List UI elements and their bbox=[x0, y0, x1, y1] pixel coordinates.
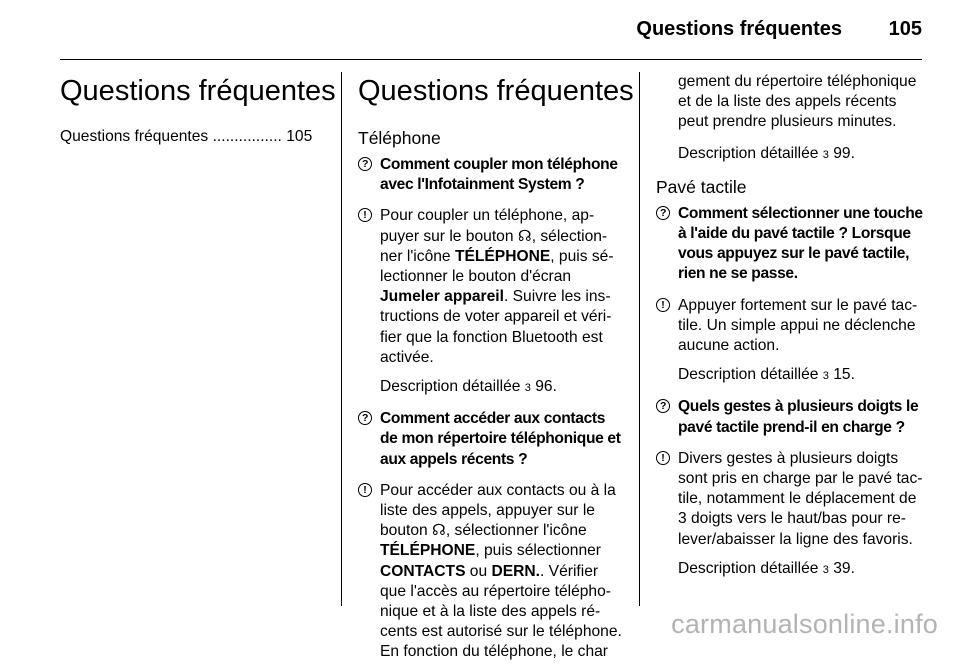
exclamation-icon: ! bbox=[656, 298, 670, 312]
ui-term: Jumeler appareil bbox=[380, 288, 504, 306]
answer-text: ou bbox=[465, 562, 492, 580]
page-number: 105 bbox=[888, 18, 922, 40]
watermark: carmanualsonline.info bbox=[671, 609, 938, 639]
answer-text: , sélectionner l'icône bbox=[380, 227, 608, 265]
question-contacts bbox=[358, 409, 622, 470]
detail-label: Description détaillée bbox=[678, 366, 823, 384]
question-mark-icon: ? bbox=[358, 411, 372, 425]
answer-text: , puis sélectionner bbox=[475, 542, 601, 560]
subsection-touchpad: Pavé tactile bbox=[656, 176, 747, 197]
column-divider-left bbox=[341, 72, 342, 606]
answer-text: . Vérifier que l'accès au répertoire téléphonique et à la liste des appels récents est autorisé sur le téléphone. En fonction du téléphone, le char bbox=[380, 562, 622, 661]
phone-button-icon: ☊ bbox=[432, 522, 446, 540]
answer-pairing bbox=[358, 206, 622, 368]
toc-column bbox=[60, 72, 336, 147]
question-text: Comment coupler mon téléphone avec l'Infotainment System ? bbox=[380, 156, 618, 194]
exclamation-icon: ! bbox=[358, 483, 372, 497]
answer-text: Divers gestes à plusieurs doigts sont pris en charge par le pavé tactile, notamment le déplacement de 3 doigts vers le haut/bas pour relever/abaisser la ligne des favoris. bbox=[678, 449, 923, 548]
toc-leader-dots: ................ bbox=[208, 128, 282, 145]
detail-label: Description détaillée bbox=[678, 559, 823, 577]
answer-touchpad-select bbox=[656, 296, 924, 357]
header-title: Questions fréquentes bbox=[636, 18, 842, 40]
question-touchpad-select bbox=[656, 204, 924, 285]
ui-term: CONTACTS bbox=[380, 562, 466, 580]
question-text: Comment sélectionner une touche à l'aide du pavé tactile ? Lorsque vous appuyez sur le pavé tactile, rien ne se passe. bbox=[678, 204, 923, 283]
answer-multi-finger bbox=[656, 449, 924, 550]
column-divider-right bbox=[639, 72, 640, 606]
page-ref-arrow-icon: 3 bbox=[822, 148, 829, 161]
exclamation-icon: ! bbox=[656, 451, 670, 465]
detail-reference[interactable] bbox=[358, 377, 622, 398]
question-mark-icon: ? bbox=[656, 206, 670, 220]
ui-term: TÉLÉPHONE bbox=[380, 542, 476, 560]
chapter-heading: Questions fréquentes bbox=[60, 75, 336, 107]
answer-text: Pour coupler un téléphone, appuyer sur le bouton bbox=[380, 207, 595, 245]
detail-label: Description détaillée bbox=[380, 378, 525, 396]
middle-column bbox=[358, 72, 634, 672]
answer-text: Appuyer fortement sur le pavé tactile. Un simple appui ne déclenche aucune action. bbox=[678, 296, 918, 355]
detail-page: 99. bbox=[828, 144, 855, 162]
section-heading: Questions fréquentes bbox=[358, 75, 634, 107]
answer-text: , sélectionner l'icône bbox=[445, 522, 587, 540]
question-text: Quels gestes à plusieurs doigts le pavé tactile prend-il en charge ? bbox=[678, 398, 919, 436]
right-column bbox=[656, 72, 924, 591]
toc-entry-page: 105 bbox=[286, 128, 313, 145]
detail-page: 96. bbox=[530, 378, 557, 396]
question-pairing bbox=[358, 155, 622, 195]
answer-text: , puis sélectionner le bouton d'écran bbox=[380, 247, 614, 286]
question-mark-icon: ? bbox=[358, 157, 372, 171]
question-text: Comment accéder aux contacts de mon répertoire téléphonique et aux appels récents ? bbox=[380, 410, 621, 468]
detail-reference[interactable] bbox=[656, 365, 924, 386]
subsection-telephone: Téléphone bbox=[358, 128, 441, 148]
detail-reference[interactable] bbox=[656, 559, 924, 580]
detail-label: Description détaillée bbox=[678, 144, 823, 162]
question-multi-finger bbox=[656, 397, 924, 437]
toc-entry-label: Questions fréquentes bbox=[60, 128, 209, 145]
detail-page: 15. bbox=[828, 366, 855, 384]
detail-page: 39. bbox=[828, 559, 855, 577]
answer-contacts bbox=[358, 481, 622, 663]
page-ref-arrow-icon: 3 bbox=[524, 382, 531, 395]
exclamation-icon: ! bbox=[358, 208, 372, 222]
question-mark-icon: ? bbox=[656, 399, 670, 413]
answer-text: Pour accéder aux contacts ou à la liste des appels, appuyer sur le bouton bbox=[380, 481, 616, 540]
header-rule bbox=[60, 59, 922, 60]
detail-reference[interactable] bbox=[656, 144, 924, 165]
answer-text: . Suivre les instructions de voter appareil et vérifier que la fonction Bluetooth est activée. bbox=[380, 288, 612, 366]
ui-term: TÉLÉPHONE bbox=[454, 247, 551, 265]
ui-term: DERN. bbox=[491, 562, 541, 580]
answer-contacts-continued: gement du répertoire téléphonique et de la liste des appels récents peut prendre plusieurs minutes. bbox=[678, 73, 917, 131]
page-ref-arrow-icon: 3 bbox=[822, 563, 829, 576]
page-ref-arrow-icon: 3 bbox=[822, 370, 829, 383]
toc-entry[interactable] bbox=[60, 127, 330, 147]
phone-button-icon: ☊ bbox=[517, 227, 532, 245]
